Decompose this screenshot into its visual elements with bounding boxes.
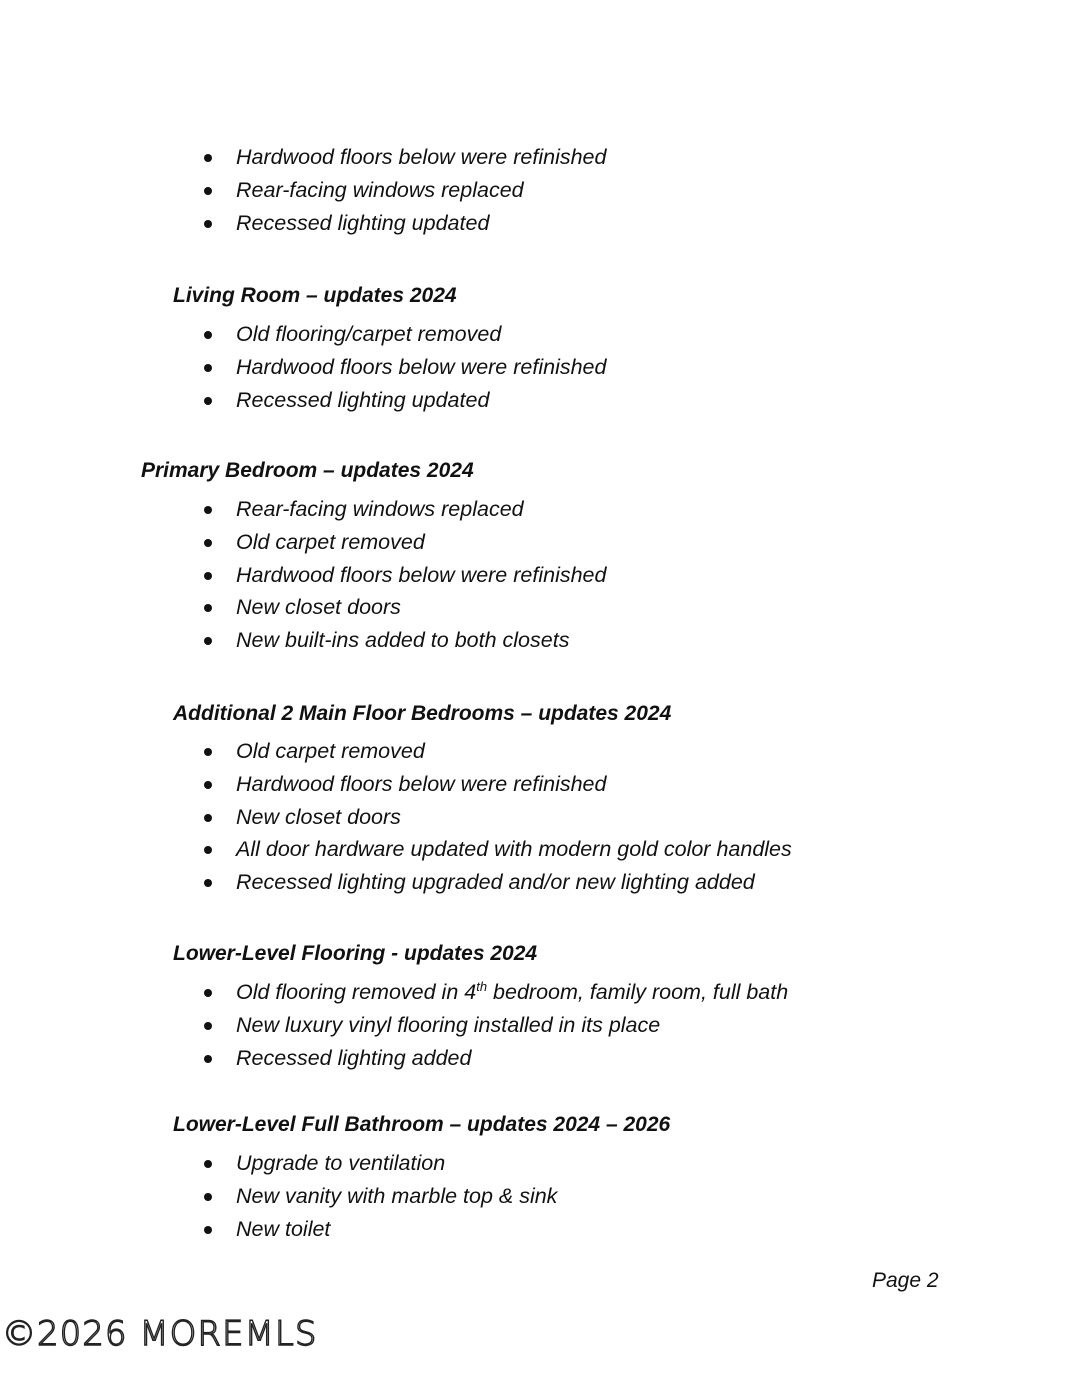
list-item-text: Recessed lighting updated — [236, 210, 490, 235]
list-item-text — [236, 979, 788, 1005]
section-heading: Primary Bedroom – updates 2024 — [141, 459, 474, 482]
bullet-dot-icon — [204, 572, 212, 580]
bullet-dot-icon — [204, 604, 212, 612]
bullet-dot-icon — [204, 154, 212, 162]
list-item-text: Upgrade to ventilation — [236, 1151, 446, 1175]
list-item-text: New vanity with marble top & sink — [236, 1183, 558, 1208]
list-item-text: Hardwood floors below were refinished — [236, 771, 607, 796]
section-heading: Additional 2 Main Floor Bedrooms – updates 2024 — [173, 702, 672, 725]
bullet-dot-icon — [204, 846, 212, 854]
list-item-text: All door hardware updated with modern gold color handles — [236, 837, 792, 862]
bullet-dot-icon — [204, 989, 212, 997]
bullet-dot-icon — [204, 539, 212, 547]
list-item-text-part: bedroom, family room, full bath — [487, 980, 789, 1004]
bullet-dot-icon — [204, 1160, 212, 1168]
list-item-text: New closet doors — [236, 804, 401, 829]
section-heading: Lower-Level Full Bathroom – updates 2024 – 2026 — [173, 1113, 671, 1136]
bullet-dot-icon — [204, 748, 212, 756]
bullet-dot-icon — [204, 879, 212, 887]
bullet-dot-icon — [204, 1193, 212, 1201]
section-heading: Lower-Level Flooring - updates 2024 — [173, 942, 538, 965]
list-item-text: Recessed lighting updated — [236, 387, 490, 412]
ordinal-suffix: th — [476, 979, 488, 994]
bullet-dot-icon — [204, 1022, 212, 1030]
list-item-text: Rear-facing windows replaced — [236, 497, 524, 521]
list-item-text: New built-ins added to both closets — [236, 628, 570, 653]
bullet-dot-icon — [204, 1055, 212, 1063]
list-item-text: New luxury vinyl flooring installed in its place — [236, 1012, 661, 1037]
bullet-dot-icon — [204, 781, 212, 789]
list-item-text: Hardwood floors below were refinished — [236, 562, 607, 587]
bullet-dot-icon — [204, 397, 212, 405]
bullet-dot-icon — [204, 364, 212, 372]
list-item-text: Old flooring/carpet removed — [236, 322, 502, 346]
list-item-text-part: Old flooring removed in 4 — [236, 980, 477, 1004]
list-item-text: New toilet — [236, 1216, 331, 1241]
list-item-text: Old carpet removed — [236, 529, 425, 554]
bullet-dot-icon — [204, 506, 212, 514]
list-item-text: Old carpet removed — [236, 739, 425, 763]
bullet-dot-icon — [204, 187, 212, 195]
bullet-dot-icon — [204, 637, 212, 645]
bullet-dot-icon — [204, 1226, 212, 1234]
bullet-dot-icon — [204, 331, 212, 339]
list-item-text: Hardwood floors below were refinished — [236, 354, 607, 379]
bullet-dot-icon — [204, 814, 212, 822]
section-heading: Living Room – updates 2024 — [173, 284, 457, 307]
list-item-text: Rear-facing windows replaced — [236, 177, 524, 202]
page-number: Page 2 — [872, 1269, 939, 1292]
list-item-text: Hardwood floors below were refinished — [236, 145, 607, 169]
list-item-text: Recessed lighting added — [236, 1045, 472, 1070]
copyright-watermark: ©2026 MOREMLS — [2, 1314, 318, 1354]
list-item-text: Recessed lighting upgraded and/or new lighting added — [236, 870, 755, 895]
list-item-text: New closet doors — [236, 595, 401, 620]
bullet-dot-icon — [204, 220, 212, 228]
